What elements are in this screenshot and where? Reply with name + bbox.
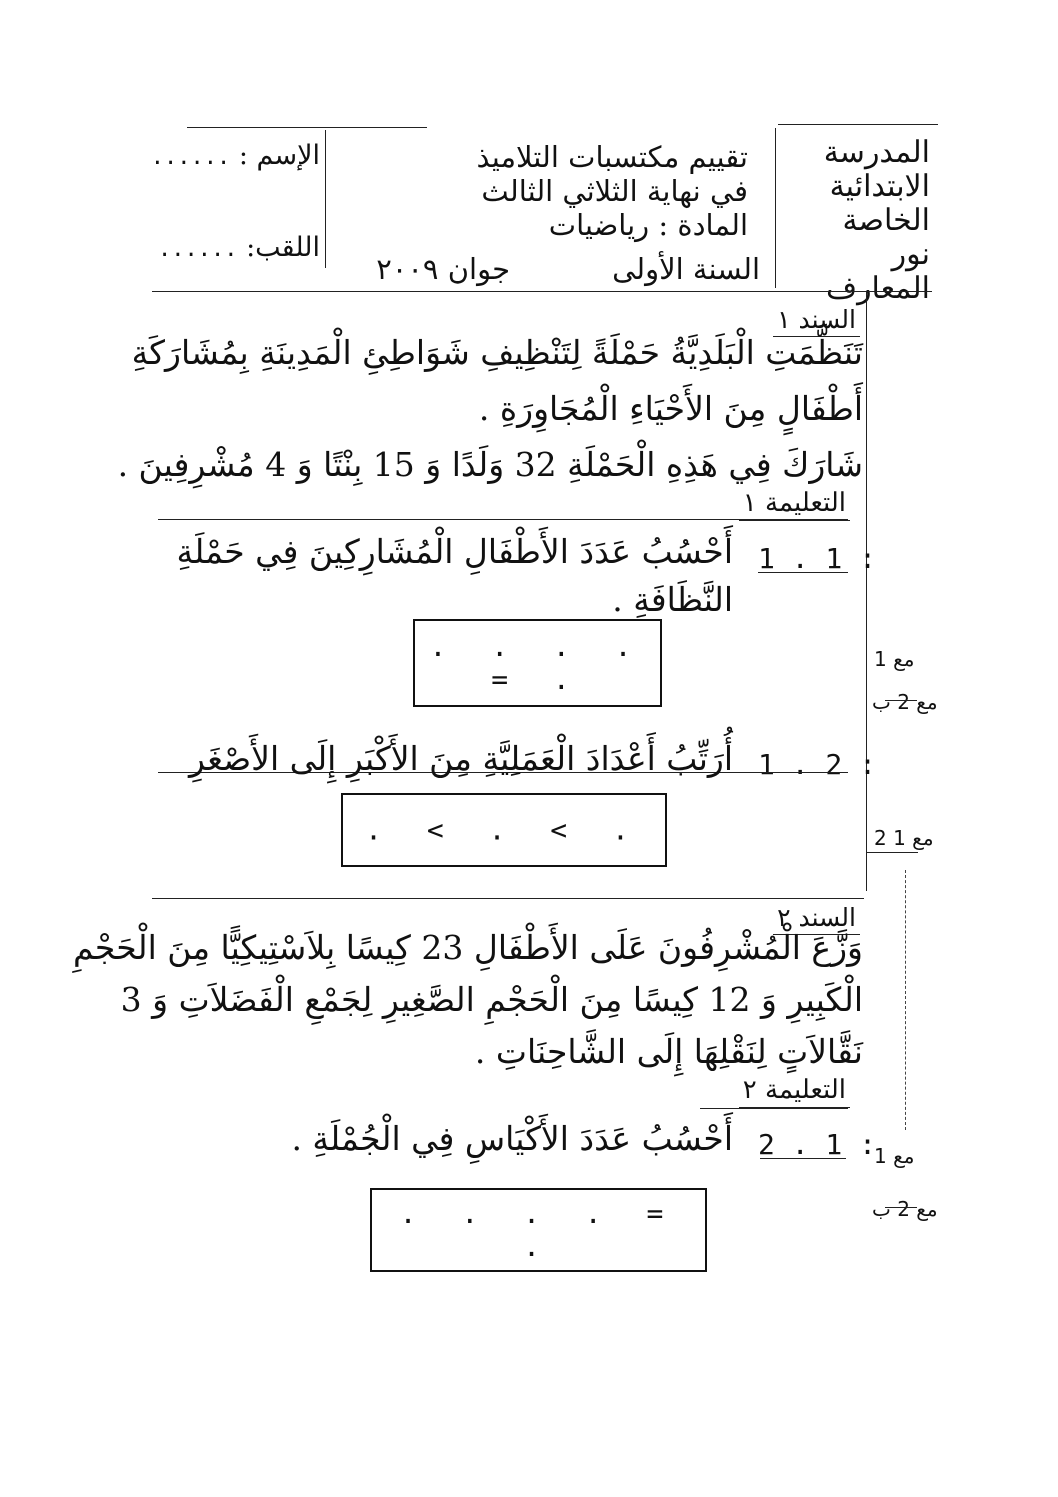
exam-title-block	[328, 140, 748, 242]
header-divider-right	[775, 128, 776, 288]
criteria-2: مع 1 2	[874, 826, 934, 850]
criteria-1a: مع 1	[874, 647, 915, 671]
q2-1-answer-box[interactable]	[370, 1188, 707, 1272]
q2-1-label: 2 . 1 :	[758, 1128, 877, 1161]
header-top-rule	[187, 127, 427, 128]
header-divider-left	[325, 130, 326, 268]
name-label: الإسم :	[238, 140, 320, 171]
criteria-3-rule	[885, 1207, 917, 1208]
instruction-1-title: التعليمة ١	[739, 488, 850, 521]
name-dots: ......	[150, 145, 231, 170]
section-1-text	[117, 325, 863, 493]
margin-rule	[866, 291, 867, 891]
section-1-line-2: أَطْفَالٍ مِنَ الأَحْيَاءِ الْمُجَاوِرَةِ .	[478, 389, 863, 428]
section-2-text	[72, 922, 863, 1078]
criteria-1-rule	[885, 700, 917, 701]
criteria-1b: مع 2 ب	[872, 690, 938, 714]
q1-1-text-line-2: النَّظَافَةِ .	[612, 580, 733, 619]
section-1-line-1: تَنَظَّمَتِ الْبَلَدِيَّةُ حَمْلَةً لِتَنْظِيفِ شَوَاطِئِ الْمَدِينَةِ بِمُشَارَكَةِ	[131, 333, 863, 372]
q1-2-answer-box[interactable]	[341, 793, 667, 867]
header-bottom-rule	[152, 291, 932, 292]
q1-1-text-line-1: أَحْسُبُ عَدَدَ الأَطْفَالِ الْمُشَارِكِينَ فِي حَمْلَةِ	[176, 532, 733, 571]
q1-1-text	[173, 528, 733, 624]
subject-line: المادة : رياضيات	[548, 208, 748, 242]
school-line-2: الابتدائية	[829, 169, 930, 204]
q1-2-label: 1 . 2 :	[758, 748, 877, 781]
criteria-3a: مع 1	[874, 1144, 915, 1168]
school-line-1: المدرسة	[823, 135, 930, 170]
surname-dots: ......	[157, 237, 238, 262]
q2-1-rule	[760, 1158, 846, 1159]
q2-1-answer: . . . . = .	[399, 1197, 678, 1263]
q1-1-label: 1 . 1 :	[758, 542, 877, 575]
section-2-line-1: وَزَّعَ الْمُشْرِفُونَ عَلَى الأَطْفَالِ 23 كِيسًا بِلاَسْتِيكِيًّا مِنَ الْحَجْمِ	[72, 928, 863, 967]
q1-1-answer: . . . . = .	[429, 630, 646, 696]
name-field[interactable]	[150, 140, 320, 171]
year-level: السنة الأولى	[612, 252, 760, 286]
instruction-2-title: التعليمة ٢	[739, 1075, 850, 1108]
q2-1-text: أَحْسُبُ عَدَدَ الأَكْيَاسِ فِي الْجُمْلَةِ .	[291, 1119, 733, 1158]
q1-1-answer-box[interactable]	[413, 619, 662, 707]
exam-date: جوان ٢٠٠٩	[376, 252, 510, 286]
header-top-rule-right	[778, 124, 938, 125]
school-line-4: نور المعارف	[825, 237, 930, 306]
q1-2-answer: . < . < .	[365, 813, 643, 847]
surname-field[interactable]	[150, 232, 320, 263]
exam-title-line-1: تقييم مكتسبات التلاميذ	[476, 140, 748, 174]
exam-title-line-2: في نهاية الثلاثي الثالث	[481, 174, 748, 208]
q1-1-label-underline	[758, 572, 848, 573]
school-name	[790, 136, 930, 306]
section-2-line-3: نَقَّالاَتٍ لِنَقْلِهَا إِلَى الشَّاحِنَاتِ .	[474, 1032, 863, 1071]
school-line-3: الخاصة	[842, 203, 930, 238]
instruction-1-rule	[158, 519, 848, 520]
section-2-top-rule	[152, 898, 864, 899]
section-1-title: السند ١	[773, 305, 860, 337]
section-2-title: السند ٢	[773, 903, 860, 935]
criteria-2-rule	[866, 852, 918, 853]
section-1-line-3: شَارَكَ فِي هَذِهِ الْحَمْلَةِ 32 وَلَدًا وَ 15 بِنْتًا وَ 4 مُشْرِفِينَ .	[117, 445, 863, 484]
section-2-line-2: الْكَبِيرِ وَ 12 كِيسًا مِنَ الْحَجْمِ الصَّغِيرِ لِجَمْعِ الْفَضَلاَتِ وَ 3	[120, 980, 863, 1019]
criteria-3b: مع 2 ب	[872, 1197, 938, 1221]
surname-label: اللقب:	[246, 232, 320, 263]
margin-rule-dashed	[905, 870, 906, 1130]
q1-2-text: أُرَتِّبُ أَعْدَادَ الْعَمَلِيَّةِ مِنَ الأَكْبَرِ إِلَى الأَصْغَرِ	[188, 739, 733, 778]
instruction-2-rule	[700, 1108, 848, 1109]
